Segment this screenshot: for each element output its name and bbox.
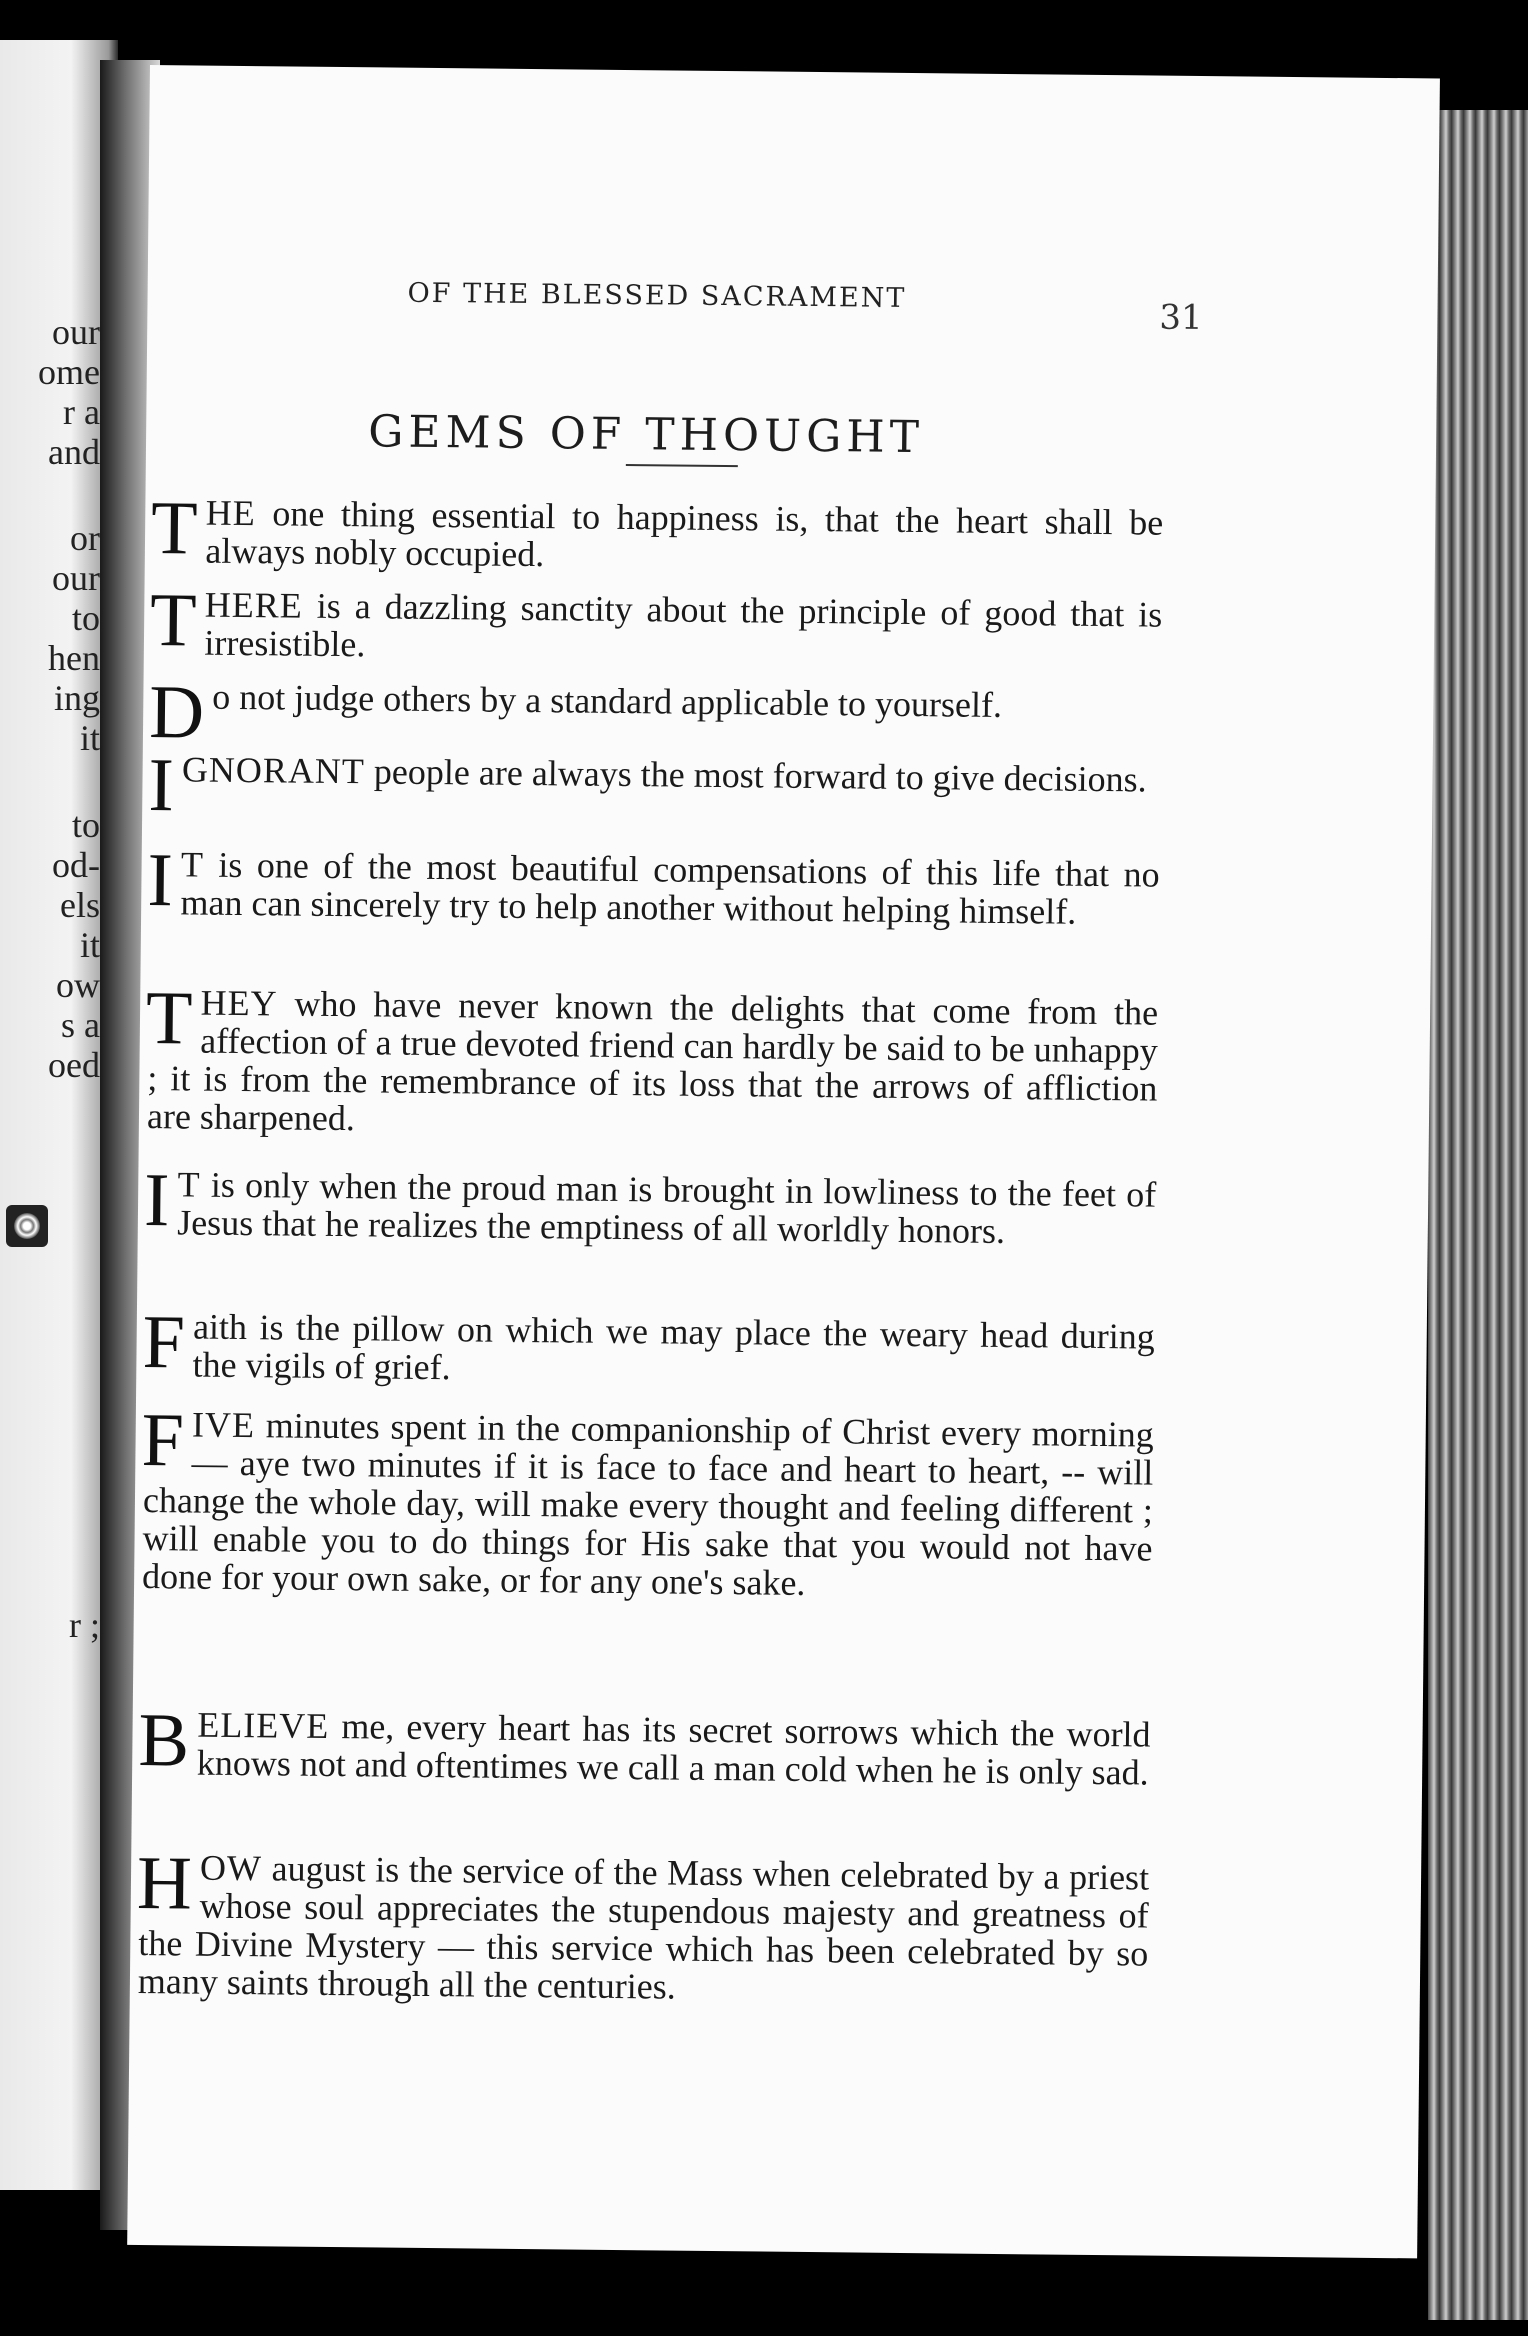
facing-page-fragment: it	[79, 925, 100, 965]
gem-paragraph	[136, 1840, 1150, 2011]
ornament-icon	[6, 1205, 48, 1247]
facing-page-fragment: to	[71, 598, 100, 638]
running-head: OF THE BLESSED SACRAMENT	[407, 277, 907, 314]
facing-page-fragment: hen	[48, 638, 100, 678]
gem-text: minutes spent in the companionship of Christ every morning — aye two minutes if it is face to face and heart to heart, -- will change the whole day, will make every thought and feeling different ; will enable you to do things for His sake that you would not have done for your own sake, or for any one's sake.	[141, 1405, 1154, 1603]
drop-cap: I	[147, 838, 174, 923]
facing-page-fragment: or	[70, 518, 100, 558]
gem-paragraph	[148, 670, 1162, 755]
facing-page-fragment: els	[60, 885, 100, 925]
book-page	[127, 65, 1440, 2258]
facing-page-fragment: ome	[38, 352, 100, 392]
lead-word: IVE	[191, 1404, 256, 1446]
gem-paragraph	[148, 743, 1161, 828]
gem-paragraph	[149, 578, 1163, 672]
lead-word: OW	[199, 1847, 263, 1889]
gem-text: me, every heart has its secret sorrows which the world knows not and oftentimes we call a man cold when he is only sad.	[196, 1705, 1151, 1793]
gem-text: one thing essential to happiness is, that the heart shall be always nobly occupied.	[205, 493, 1164, 575]
facing-page-fragment: our	[52, 312, 100, 352]
gem-text: is only when the proud man is brought in lowliness to the feet of Jesus that he realizes the emptiness of all worldly honors.	[176, 1164, 1157, 1252]
gem-paragraph	[143, 1158, 1157, 1252]
page-edges	[1428, 110, 1528, 2320]
gem-paragraph	[150, 486, 1164, 580]
drop-cap: F	[142, 1299, 186, 1385]
lead-word: GNORANT	[181, 749, 366, 792]
page-number: 31	[1159, 297, 1203, 339]
drop-cap: D	[148, 670, 205, 755]
facing-page-fragment: od-	[52, 845, 100, 885]
gem-text: august is the service of the Mass when celebrated by a priest whose soul appreciates the stupendous majesty and greatness of the Divine Mystery — this service which has been celebrated by so many saints through all the centuries.	[137, 1848, 1150, 2007]
gem-text: is one of the most beautiful compensations of this life that no man can sincerely try to help another without helping himself.	[180, 844, 1160, 932]
lead-word: ELIEVE	[197, 1704, 330, 1746]
facing-page-fragment: to	[71, 805, 100, 845]
drop-cap: T	[149, 578, 198, 663]
gem-paragraph	[142, 1299, 1155, 1394]
lead-word: HEY	[200, 982, 278, 1024]
facing-page-fragment: r ;	[69, 1605, 100, 1645]
drop-cap: I	[143, 1158, 170, 1243]
drop-cap: B	[138, 1697, 190, 1783]
gem-text: is a dazzling sanctity about the principle of good that is irresistible.	[204, 585, 1163, 665]
facing-page-fragment: and	[48, 432, 100, 472]
gem-text: who have never known the delights that come from the affection of a true devoted friend can hardly be said to be unhappy ; it is from the remembrance of its loss that the arrows of affliction are sharpened.	[146, 983, 1159, 1139]
gem-paragraph	[147, 838, 1160, 932]
drop-cap: I	[148, 743, 175, 828]
facing-page-fragment: oed	[48, 1045, 100, 1085]
gem-paragraph	[141, 1397, 1154, 1606]
facing-page-fragment: ing	[53, 678, 100, 718]
lead-word: T	[180, 844, 205, 885]
page-title: GEMS OF THOUGHT	[368, 406, 925, 464]
facing-page-fragment: r a	[63, 392, 100, 432]
drop-cap: F	[141, 1397, 185, 1483]
gem-text: aith is the pillow on which we may place the weary head during the vigils of grief.	[192, 1306, 1155, 1388]
gem-text: people are always the most forward to give decisions.	[364, 751, 1147, 800]
drop-cap: T	[150, 486, 199, 571]
gem-paragraph	[138, 1697, 1151, 1793]
drop-cap: H	[136, 1840, 193, 1926]
lead-word: HERE	[204, 584, 303, 626]
gem-text: o not judge others by a standard applicable to yourself.	[212, 676, 1003, 725]
facing-page-fragment: s a	[61, 1005, 100, 1045]
facing-page-fragment: it	[79, 718, 100, 758]
facing-page-fragment: ow	[56, 965, 100, 1005]
title-rule	[626, 464, 738, 467]
facing-page-fragment: our	[52, 558, 100, 598]
lead-word: T	[177, 1164, 201, 1205]
drop-cap: T	[145, 976, 193, 1061]
lead-word: HE	[205, 492, 256, 534]
gem-paragraph	[145, 976, 1159, 1146]
